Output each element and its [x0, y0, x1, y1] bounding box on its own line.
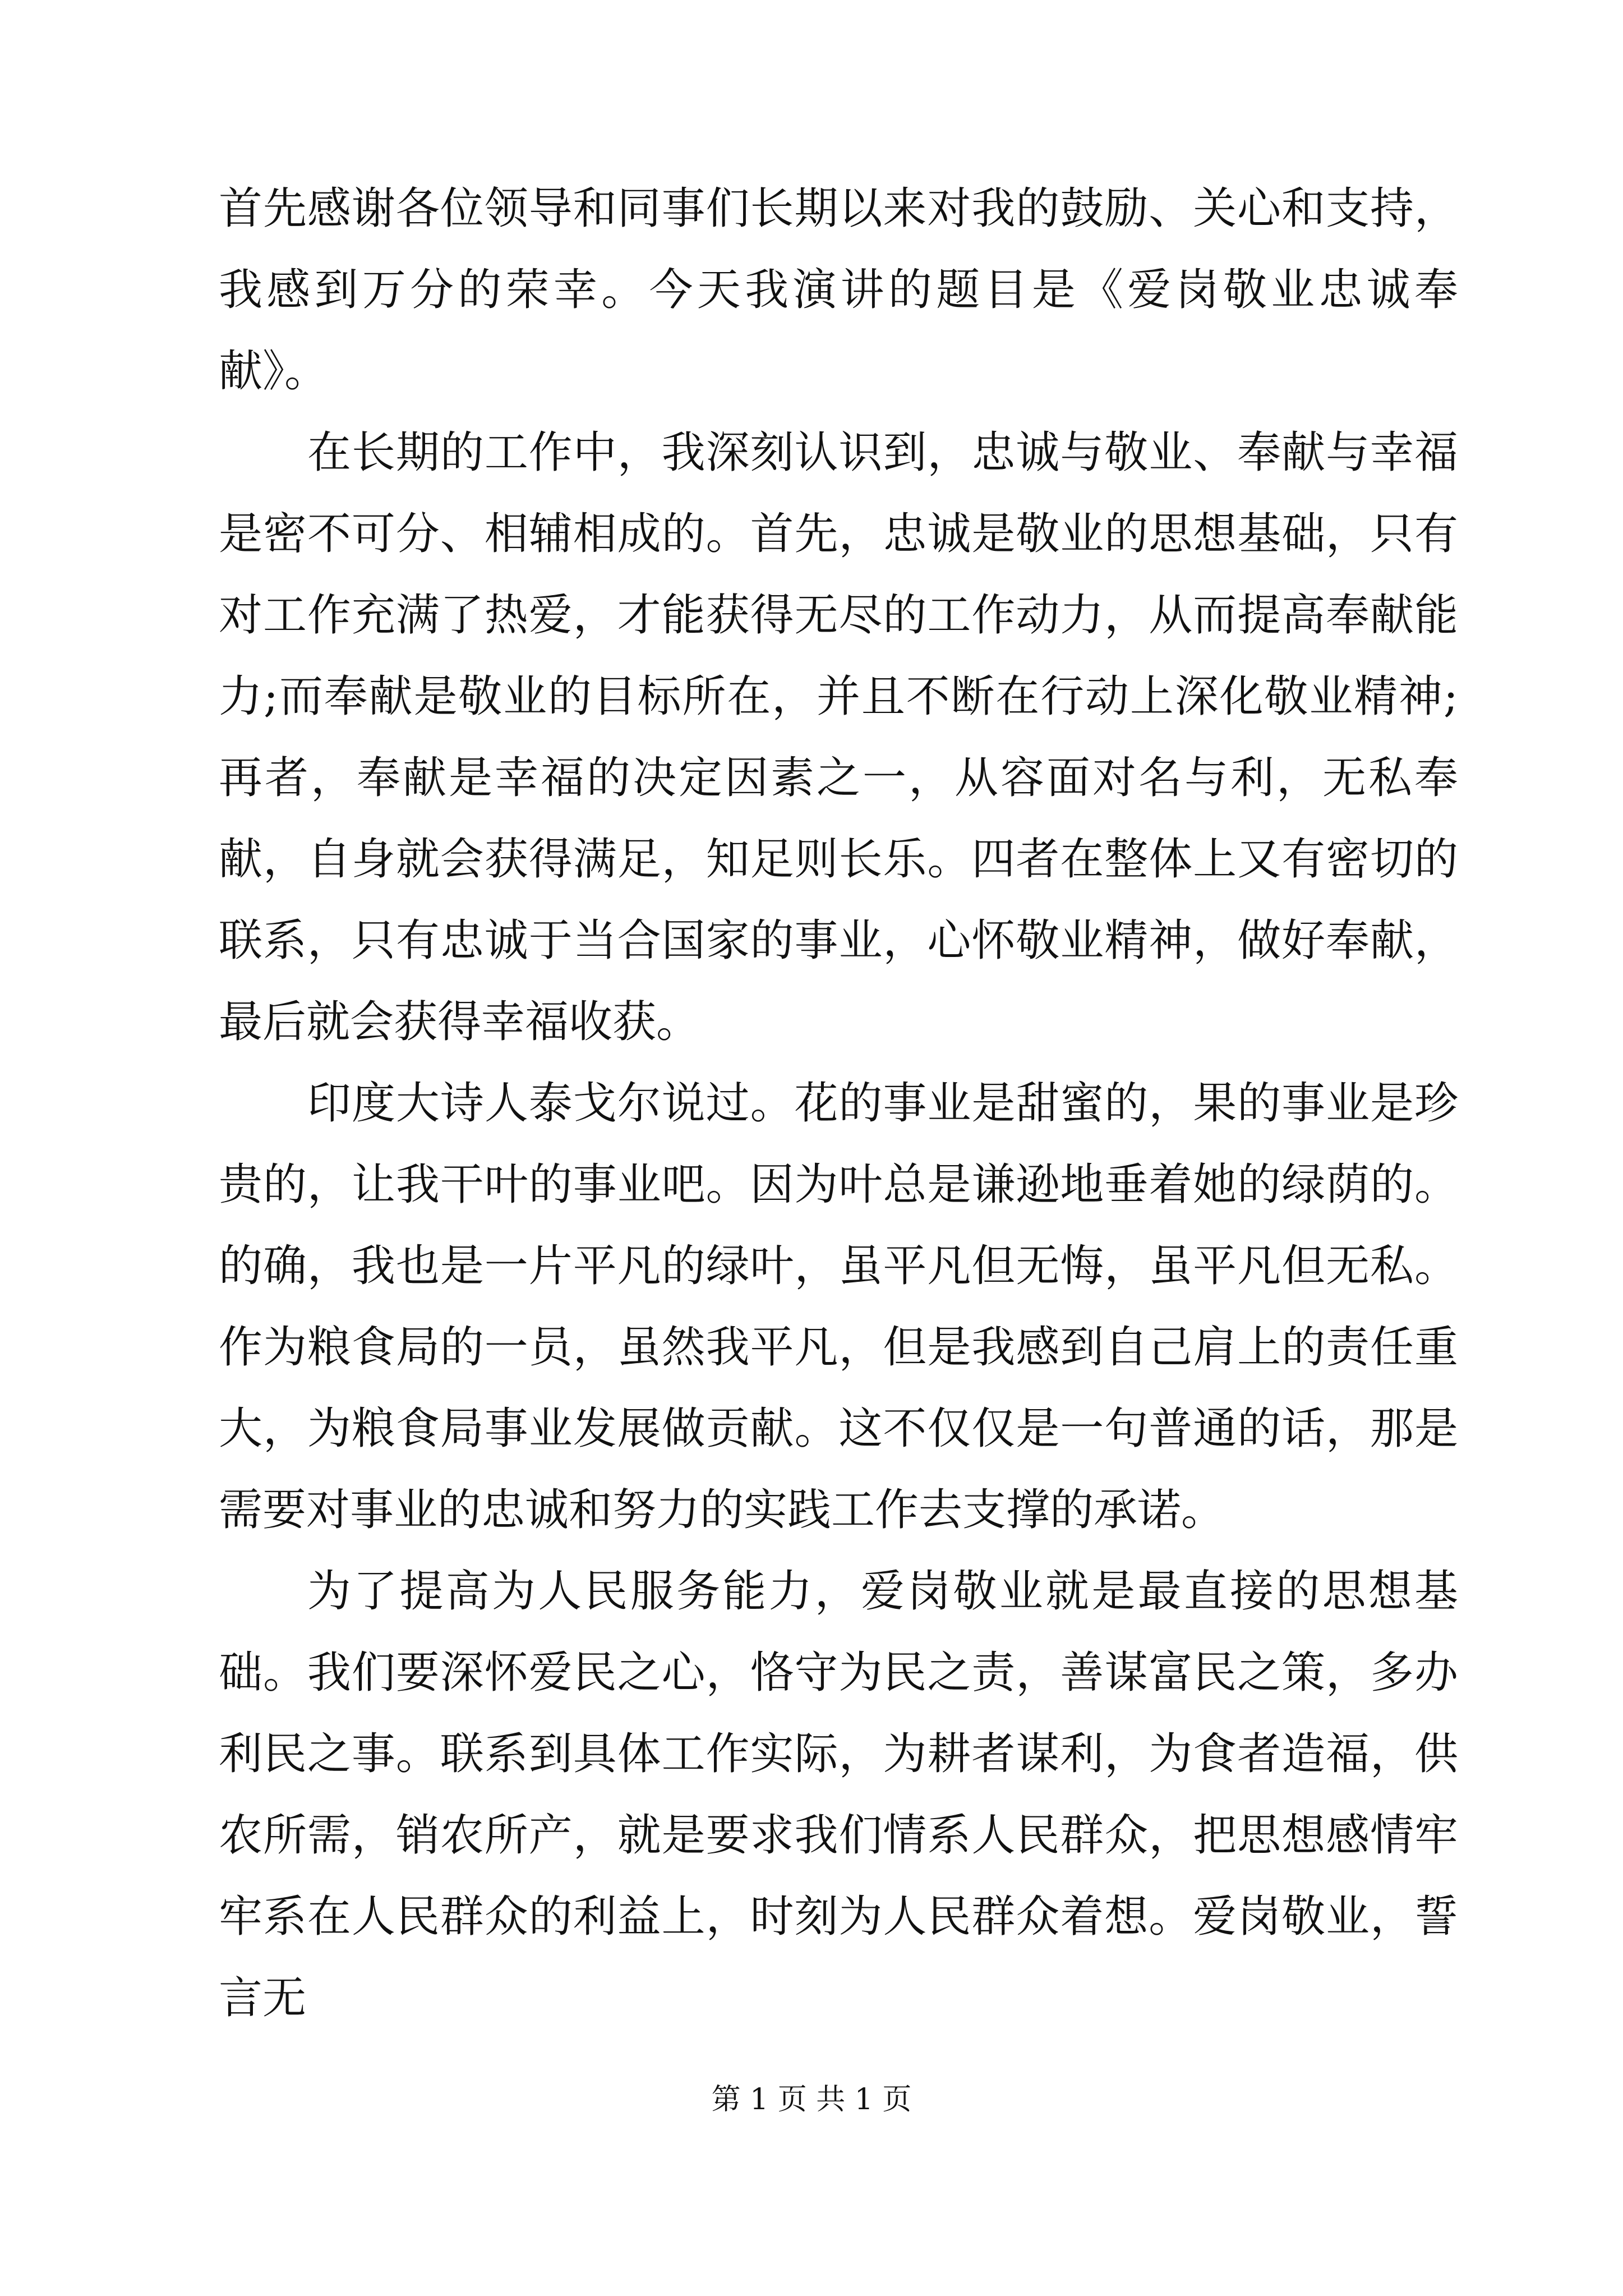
paragraph-4: 为了提高为人民服务能力，爱岗敬业就是最直接的思想基础。我们要深怀爱民之心，恪守为民之责，善谋富民之策，多办利民之事。联系到具体工作实际，为耕者谋利，为食者造福，供农所需，销农所产，就是要求我们情系人民群众，把思想感情牢牢系在人民群众的利益上，时刻为人民群众着想。爱岗敬业，誓言无: [219, 1566, 1458, 2023]
paragraph-3: 印度大诗人泰戈尔说过。花的事业是甜蜜的，果的事业是珍贵的，让我干叶的事业吧。因为叶总是谦逊地垂着她的绿荫的。的确，我也是一片平凡的绿叶，虽平凡但无悔，虽平凡但无私。作为粮食局的一员，虽然我平凡，但是我感到自己肩上的责任重大，为粮食局事业发展做贡献。这不仅仅是一句普通的话，那是需要对事业的忠诚和努力的实践工作去支撑的承诺。: [219, 1078, 1458, 1535]
paragraph-1: 首先感谢各位领导和同事们长期以来对我的鼓励、关心和支持，我感到万分的荣幸。今天我演讲的题目是《爱岗敬业忠诚奉献》。: [219, 183, 1458, 397]
document-body: [219, 168, 1458, 2039]
page-number-footer: 第 1 页 共 1 页: [711, 2083, 912, 2116]
paragraph-2: 在长期的工作中，我深刻认识到，忠诚与敬业、奉献与幸福是密不可分、相辅相成的。首先，忠诚是敬业的思想基础，只有对工作充满了热爱，才能获得无尽的工作动力，从而提高奉献能力;而奉献是敬业的目标所在，并且不断在行动上深化敬业精神;再者，奉献是幸福的决定因素之一，从容面对名与利，无私奉献，自身就会获得满足，知足则长乐。四者在整体上又有密切的联系，只有忠诚于当合国家的事业，心怀敬业精神，做好奉献，最后就会获得幸福收获。: [219, 427, 1458, 1047]
